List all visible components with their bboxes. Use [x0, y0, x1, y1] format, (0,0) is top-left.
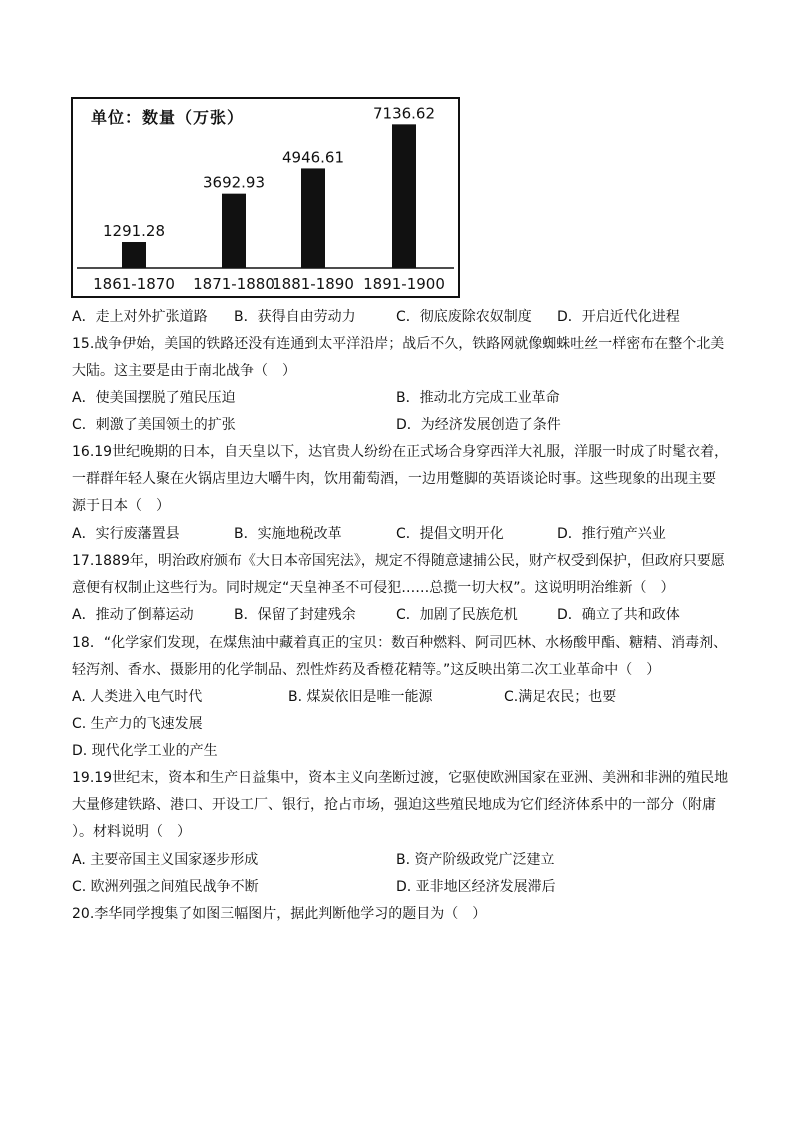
chart-value-label: 1291.28	[102, 222, 166, 241]
q19-stem-line3: ）。材料说明（ ）	[72, 824, 191, 840]
q16-option-c[interactable]: C．提倡文明开化	[396, 526, 504, 542]
q18-option-d[interactable]: D. 现代化学工业的产生	[72, 743, 218, 759]
q17-option-c[interactable]: C．加剧了民族危机	[396, 607, 518, 623]
chart-value-label: 4946.61	[281, 148, 345, 167]
q19-option-c[interactable]: C. 欧洲列强之间殖民战争不断	[72, 879, 259, 895]
q18-option-c[interactable]: C. 生产力的飞速发展	[72, 716, 203, 732]
q19-option-a[interactable]: A. 主要帝国主义国家逐步形成	[72, 852, 259, 868]
chart-value-label: 3692.93	[202, 173, 266, 192]
q19-option-b[interactable]: B. 资产阶级政党广泛建立	[396, 852, 555, 868]
q15-option-d[interactable]: D．为经济发展创造了条件	[396, 417, 561, 433]
q16-option-a[interactable]: A．实行废藩置县	[72, 526, 180, 542]
chart-category-label: 1881-1890	[272, 275, 354, 293]
q20-stem-line1: 20.李华同学搜集了如图三幅图片，据此判断他学习的题目为（ ）	[72, 906, 487, 922]
q16-stem-line1: 16.19世纪晚期的日本，自天皇以下，达官贵人纷纷在正式场合身穿西洋大礼服，洋服一时成了时髦衣着，	[72, 444, 729, 460]
q18-option-a[interactable]: A. 人类进入电气时代	[72, 689, 203, 705]
q18-option-b[interactable]: B. 煤炭依旧是唯一能源	[288, 689, 433, 705]
q18-stem-line1: 18．“化学家们发现，在煤焦油中藏着真正的宝贝：数百种燃料、阿司匹林、水杨酸甲酯、糖精、消毒剂、	[72, 635, 728, 651]
q17-option-d[interactable]: D．确立了共和政体	[557, 607, 680, 623]
q15-option-b[interactable]: B．推动北方完成工业革命	[396, 390, 560, 406]
q16-stem-line2: 一群群年轻人聚在火锅店里边大嚼牛肉，饮用葡萄酒，一边用蹩脚的英语谈论时事。这些现象的出现主要	[72, 471, 716, 487]
q14-option-b[interactable]: B．获得自由劳动力	[234, 309, 356, 325]
chart-category-label: 1871-1880	[193, 275, 275, 293]
chart-unit-label: 单位：数量（万张）	[91, 108, 245, 127]
chart-value-label: 7136.62	[372, 104, 436, 123]
q17-stem-line1: 17.1889年，明治政府颁布《大日本帝国宪法》，规定不得随意逮捕公民，财产权受到保护，但政府只要愿	[72, 553, 725, 569]
q15-option-c[interactable]: C．刺激了美国领土的扩张	[72, 417, 236, 433]
chart-category-label: 1891-1900	[363, 275, 445, 293]
q14-option-d[interactable]: D．开启近代化进程	[557, 309, 680, 325]
q19-stem-line1: 19.19世纪末，资本和生产日益集中，资本主义向垄断过渡，它驱使欧洲国家在亚洲、美洲和非洲的殖民地	[72, 770, 729, 786]
q17-stem-line2: 意便有权制止这些行为。同时规定“天皇神圣不可侵犯……总揽一切大权”。这说明明治维新（ ）	[72, 580, 675, 596]
q17-option-b[interactable]: B．保留了封建残余	[234, 607, 356, 623]
q16-option-d[interactable]: D．推行殖产兴业	[557, 526, 666, 542]
q16-stem-line3: 源于日本（ ）	[72, 498, 170, 514]
q14-option-a[interactable]: A．走上对外扩张道路	[72, 309, 208, 325]
q14-option-c[interactable]: C．彻底废除农奴制度	[396, 309, 532, 325]
chart-category-label: 1861-1870	[93, 275, 175, 293]
q19-option-d[interactable]: D. 亚非地区经济发展滞后	[396, 879, 556, 895]
chart-bar-1861-1870	[122, 242, 146, 268]
bar-chart	[71, 97, 460, 298]
chart-bar-1871-1880	[222, 194, 246, 268]
q16-option-b[interactable]: B．实施地税改革	[234, 526, 342, 542]
q18-option-c-fragment[interactable]: C.满足农民；也要	[504, 689, 617, 705]
chart-bar-1881-1890	[301, 168, 325, 268]
chart-bar-1891-1900	[392, 124, 416, 268]
q18-stem-line2: 轻泻剂、香水、摄影用的化学制品、烈性炸药及香橙花精等。”这反映出第二次工业革命中（ ）	[72, 662, 661, 678]
q15-stem-line2: 大陆。这主要是由于南北战争（ ）	[72, 363, 296, 379]
q15-stem-line1: 15.战争伊始，美国的铁路还没有连通到太平洋沿岸；战后不久，铁路网就像蜘蛛吐丝一样密布在整个北美	[72, 336, 725, 352]
q15-option-a[interactable]: A．使美国摆脱了殖民压迫	[72, 390, 236, 406]
q17-option-a[interactable]: A．推动了倒幕运动	[72, 607, 194, 623]
chart-plot	[73, 99, 458, 296]
q19-stem-line2: 大量修建铁路、港口、开设工厂、银行，抢占市场，强迫这些殖民地成为它们经济体系中的一部分（附庸	[72, 797, 716, 813]
